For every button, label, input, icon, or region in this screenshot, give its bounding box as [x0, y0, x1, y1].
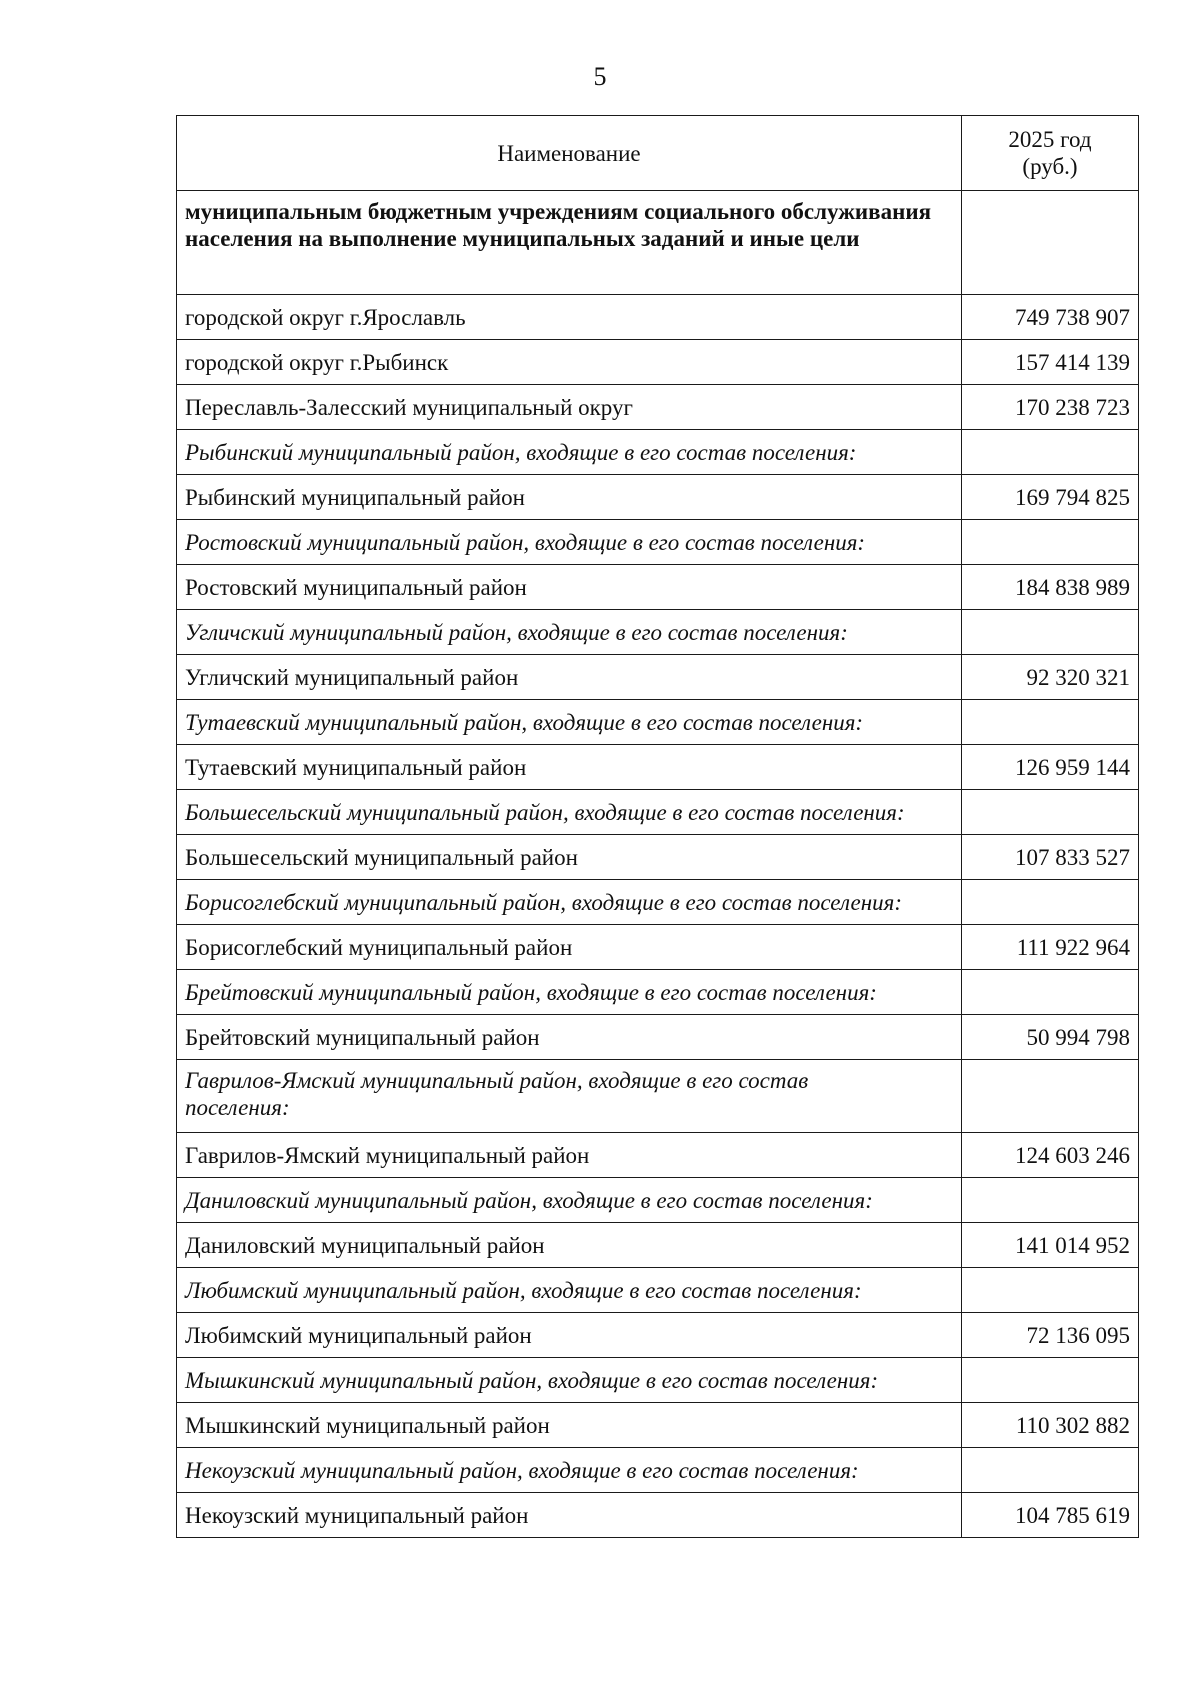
header-name-cell: Наименование [177, 116, 962, 191]
row-name: Некоузский муниципальный район [177, 1493, 962, 1538]
row-name: Гаврилов-Ямский муниципальный район [177, 1133, 962, 1178]
table-row [177, 925, 1139, 970]
row-value [962, 520, 1139, 565]
row-value: 111 922 964 [962, 925, 1139, 970]
table-row [177, 1223, 1139, 1268]
row-value: 124 603 246 [962, 1133, 1139, 1178]
row-value [962, 880, 1139, 925]
row-name: Борисоглебский муниципальный район [177, 925, 962, 970]
row-value: 92 320 321 [962, 655, 1139, 700]
row-value: 157 414 139 [962, 340, 1139, 385]
row-value [962, 700, 1139, 745]
section-title: муниципальным бюджетным учреждениям социального обслуживания населения на выполнение муниципальных заданий и иные цели [177, 191, 962, 295]
row-value [962, 1178, 1139, 1223]
row-name: городской округ г.Ярославль [177, 295, 962, 340]
row-value: 169 794 825 [962, 475, 1139, 520]
header-unit: (руб.) [1022, 154, 1078, 179]
table-row [177, 1313, 1139, 1358]
row-name: Тутаевский муниципальный район [177, 745, 962, 790]
row-value [962, 1060, 1139, 1133]
table-row [177, 565, 1139, 610]
row-name: Тутаевский муниципальный район, входящие в его состав поселения: [177, 700, 962, 745]
row-name: Даниловский муниципальный район, входящие в его состав поселения: [177, 1178, 962, 1223]
table-row [177, 1015, 1139, 1060]
table-row [177, 1493, 1139, 1538]
row-value: 141 014 952 [962, 1223, 1139, 1268]
row-value: 72 136 095 [962, 1313, 1139, 1358]
row-value: 749 738 907 [962, 295, 1139, 340]
page-number: 5 [593, 62, 607, 91]
row-value: 170 238 723 [962, 385, 1139, 430]
row-value [962, 1268, 1139, 1313]
budget-table [176, 115, 1139, 1538]
row-name: Ростовский муниципальный район [177, 565, 962, 610]
table-row [177, 475, 1139, 520]
row-name: Большесельский муниципальный район, входящие в его состав поселения: [177, 790, 962, 835]
table-row [177, 655, 1139, 700]
group-heading-row [177, 790, 1139, 835]
table-row [177, 745, 1139, 790]
row-name: Брейтовский муниципальный район, входящие в его состав поселения: [177, 970, 962, 1015]
row-value: 184 838 989 [962, 565, 1139, 610]
row-name: Угличский муниципальный район, входящие в его состав поселения: [177, 610, 962, 655]
header-year: 2025 год [1008, 127, 1092, 152]
row-name: Мышкинский муниципальный район [177, 1403, 962, 1448]
row-name: Рыбинский муниципальный район [177, 475, 962, 520]
row-value [962, 970, 1139, 1015]
group-heading-row [177, 1268, 1139, 1313]
row-name: Любимский муниципальный район, входящие в его состав поселения: [177, 1268, 962, 1313]
row-value: 104 785 619 [962, 1493, 1139, 1538]
table-row [177, 835, 1139, 880]
header-value-cell [962, 116, 1139, 191]
group-heading-row [177, 610, 1139, 655]
table-row [177, 1133, 1139, 1178]
row-value: 126 959 144 [962, 745, 1139, 790]
row-name: городской округ г.Рыбинск [177, 340, 962, 385]
row-value: 110 302 882 [962, 1403, 1139, 1448]
row-name: Гаврилов-Ямский муниципальный район, входящие в его состав поселения: [177, 1060, 962, 1133]
table-row [177, 1403, 1139, 1448]
group-heading-row [177, 880, 1139, 925]
group-heading-row [177, 970, 1139, 1015]
row-name: Даниловский муниципальный район [177, 1223, 962, 1268]
row-name: Брейтовский муниципальный район [177, 1015, 962, 1060]
row-name: Мышкинский муниципальный район, входящие в его состав поселения: [177, 1358, 962, 1403]
row-name: Борисоглебский муниципальный район, входящие в его состав поселения: [177, 880, 962, 925]
row-name: Любимский муниципальный район [177, 1313, 962, 1358]
section-title-row [177, 191, 1139, 295]
row-name: Угличский муниципальный район [177, 655, 962, 700]
row-name: Большесельский муниципальный район [177, 835, 962, 880]
group-heading-row [177, 1060, 1139, 1133]
table-row [177, 340, 1139, 385]
row-value [962, 610, 1139, 655]
group-heading-row [177, 1448, 1139, 1493]
group-heading-row [177, 700, 1139, 745]
group-heading-row [177, 1178, 1139, 1223]
row-name: Некоузский муниципальный район, входящие в его состав поселения: [177, 1448, 962, 1493]
row-name: Рыбинский муниципальный район, входящие в его состав поселения: [177, 430, 962, 475]
row-value [962, 430, 1139, 475]
row-value [962, 1358, 1139, 1403]
row-name: Ростовский муниципальный район, входящие в его состав поселения: [177, 520, 962, 565]
row-value: 107 833 527 [962, 835, 1139, 880]
row-value [962, 1448, 1139, 1493]
row-value [962, 790, 1139, 835]
row-value: 50 994 798 [962, 1015, 1139, 1060]
group-heading-row [177, 1358, 1139, 1403]
table-header-row [177, 116, 1139, 191]
group-heading-row [177, 430, 1139, 475]
section-title-value [962, 191, 1139, 295]
table-row [177, 385, 1139, 430]
group-heading-row [177, 520, 1139, 565]
row-name: Переславль-Залесский муниципальный округ [177, 385, 962, 430]
table-row [177, 295, 1139, 340]
